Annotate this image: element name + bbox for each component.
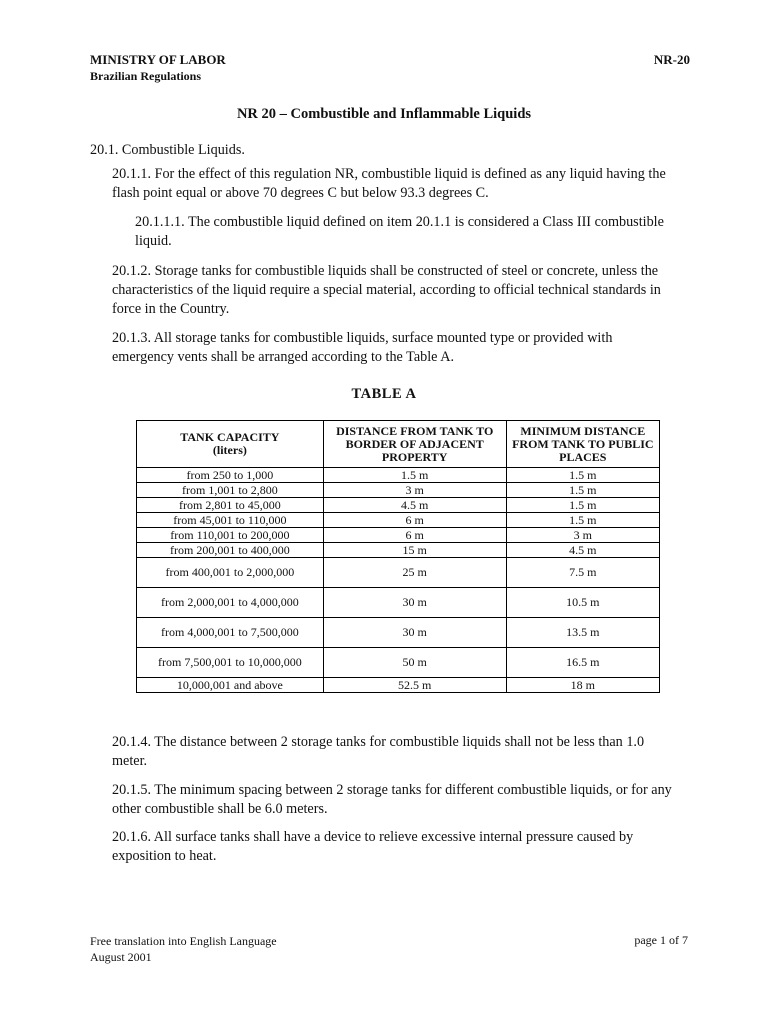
header-distance-adjacent: DISTANCE FROM TANK TO BORDER OF ADJACENT PROPERTY (323, 421, 506, 468)
paragraph-20-1-3: 20.1.3. All storage tanks for combustible liquids, surface mounted type or provided with emergency vents shall be arranged according to the Table A. (112, 330, 613, 365)
ministry-name: MINISTRY OF LABOR (90, 52, 226, 67)
cell-public: 13.5 m (506, 618, 659, 648)
translation-note: Free translation into English Language (90, 934, 277, 948)
table-title: TABLE A (351, 386, 417, 402)
cell-adjacent: 25 m (323, 558, 506, 588)
cell-adjacent: 1.5 m (323, 468, 506, 483)
section-heading: 20.1. Combustible Liquids. (90, 142, 245, 158)
cell-capacity: from 250 to 1,000 (137, 468, 324, 483)
cell-adjacent: 3 m (323, 483, 506, 498)
cell-public: 16.5 m (506, 648, 659, 678)
cell-capacity: from 2,000,001 to 4,000,000 (137, 588, 324, 618)
cell-capacity: from 7,500,001 to 10,000,000 (137, 648, 324, 678)
cell-public: 4.5 m (506, 543, 659, 558)
translation-date: August 2001 (90, 950, 152, 964)
table-row (137, 528, 660, 543)
paragraph-20-1-1-1: 20.1.1.1. The combustible liquid defined on item 20.1.1 is considered a Class III combustible liquid. (135, 214, 664, 249)
page-number: page 1 of 7 (634, 933, 688, 947)
cell-adjacent: 6 m (323, 513, 506, 528)
header-tank-capacity-label: TANK CAPACITY (180, 430, 280, 444)
cell-adjacent: 30 m (323, 618, 506, 648)
cell-capacity: from 45,001 to 110,000 (137, 513, 324, 528)
document-header-left (90, 52, 226, 84)
paragraph-20-1-2: 20.1.2. Storage tanks for combustible liquids shall be constructed of steel or concrete, unless the characteristics of the liquid require a special material, according to official technical standards in force in the Country. (112, 263, 661, 317)
cell-adjacent: 6 m (323, 528, 506, 543)
cell-capacity: from 400,001 to 2,000,000 (137, 558, 324, 588)
table-row (137, 648, 660, 678)
table-row (137, 483, 660, 498)
cell-adjacent: 30 m (323, 588, 506, 618)
cell-public: 1.5 m (506, 483, 659, 498)
paragraph-20-1-5: 20.1.5. The minimum spacing between 2 storage tanks for different combustible liquids, or for any other combustible shall be 6.0 meters. (112, 782, 672, 817)
header-distance-public: MINIMUM DISTANCE FROM TANK TO PUBLIC PLACES (506, 421, 659, 468)
table-row (137, 543, 660, 558)
cell-adjacent: 15 m (323, 543, 506, 558)
cell-public: 10.5 m (506, 588, 659, 618)
table-header-row (137, 421, 660, 468)
cell-public: 18 m (506, 678, 659, 693)
paragraph-20-1-6: 20.1.6. All surface tanks shall have a device to relieve excessive internal pressure caused by exposition to heat. (112, 829, 634, 864)
cell-adjacent: 52.5 m (323, 678, 506, 693)
header-tank-capacity (137, 421, 324, 468)
cell-adjacent: 50 m (323, 648, 506, 678)
cell-adjacent: 4.5 m (323, 498, 506, 513)
cell-capacity: from 2,801 to 45,000 (137, 498, 324, 513)
cell-capacity: from 110,001 to 200,000 (137, 528, 324, 543)
cell-public: 1.5 m (506, 513, 659, 528)
regulation-source: Brazilian Regulations (90, 69, 202, 83)
document-title: NR 20 – Combustible and Inflammable Liquids (236, 106, 532, 122)
table-row (137, 588, 660, 618)
table-row (137, 468, 660, 483)
cell-capacity: from 200,001 to 400,000 (137, 543, 324, 558)
paragraph-20-1-4: 20.1.4. The distance between 2 storage tanks for combustible liquids shall not be less than 1.0 meter. (112, 734, 645, 769)
table-row (137, 618, 660, 648)
cell-public: 7.5 m (506, 558, 659, 588)
table-row (137, 678, 660, 693)
table-row (137, 498, 660, 513)
cell-public: 1.5 m (506, 498, 659, 513)
header-tank-capacity-unit: (liters) (212, 443, 247, 457)
regulation-code: NR-20 (653, 52, 690, 67)
table-a (136, 420, 660, 693)
cell-public: 3 m (506, 528, 659, 543)
table-row (137, 513, 660, 528)
cell-capacity: 10,000,001 and above (137, 678, 324, 693)
cell-capacity: from 4,000,001 to 7,500,000 (137, 618, 324, 648)
table-row (137, 558, 660, 588)
cell-public: 1.5 m (506, 468, 659, 483)
document-footer-left (90, 933, 277, 965)
cell-capacity: from 1,001 to 2,800 (137, 483, 324, 498)
paragraph-20-1-1: 20.1.1. For the effect of this regulation NR, combustible liquid is defined as any liquid having the flash point equal or above 70 degrees C but below 93.3 degrees C. (112, 166, 666, 201)
